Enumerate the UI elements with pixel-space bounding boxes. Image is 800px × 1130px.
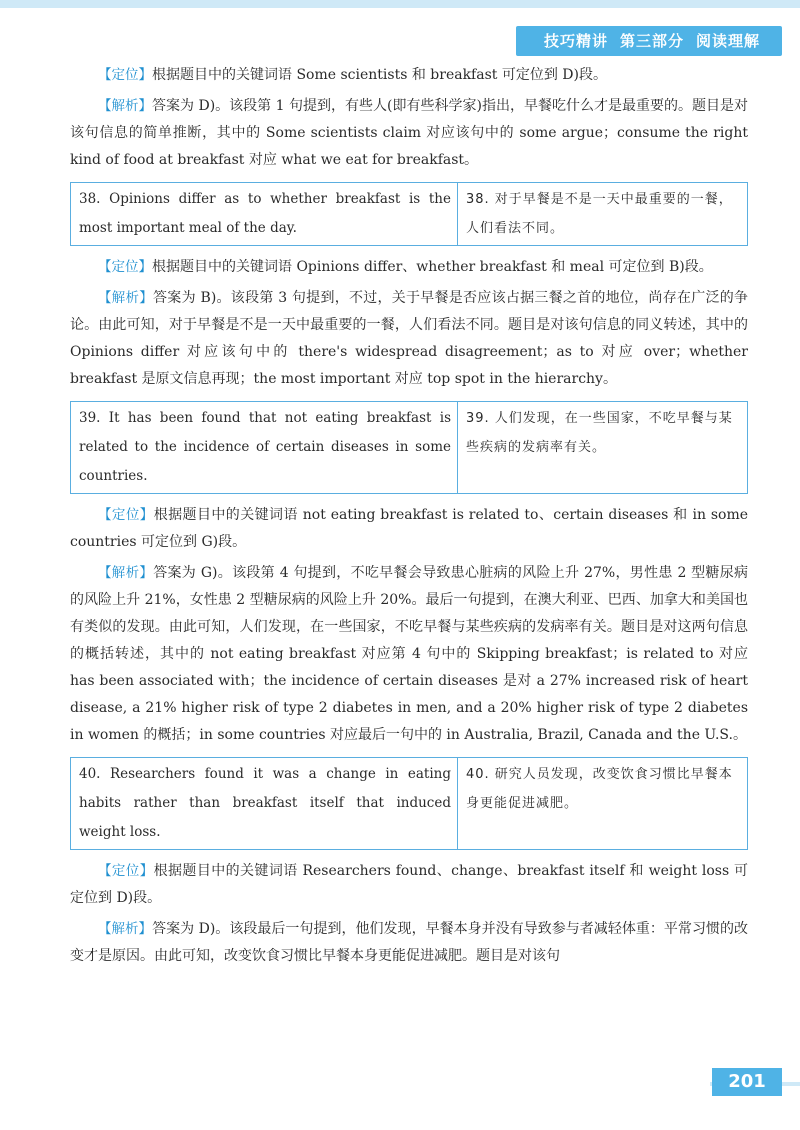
q40-chinese: 40. 研究人员发现，改变饮食习惯比早餐本身更能促进减肥。	[466, 767, 733, 811]
analysis-tag: 【解析】	[98, 565, 154, 581]
analysis-tag: 【解析】	[98, 921, 153, 937]
q39-english: 39. It has been found that not eating breakfast is related to the incidence of certain diseases in some countries.	[71, 402, 458, 493]
header-section-3: 阅读理解	[695, 32, 760, 50]
q38-locate	[70, 254, 748, 281]
q40-analysis	[70, 916, 748, 970]
q40-english: 40. Researchers found it was a change in eating habits rather than breakfast itself that induced weight loss.	[71, 758, 458, 849]
q38-locate-text: 根据题目中的关键词语 Opinions differ、whether breakfast 和 meal 可定位到 B)段。	[152, 259, 713, 275]
q39-analysis-text: 答案为 G)。该段第 4 句提到，不吃早餐会导致患心脏病的风险上升 27%，男性患 2 型糖尿病的风险上升 21%，女性患 2 型糖尿病的风险上升 20%。最后一句提到，在澳大利亚、巴西、加拿大和美国也有类似的发现。由此可知，人们发现，在一些国家，不吃早餐与某些疾病的发病率有关。题目是对这两句信息的概括转述，其中的 not eating breakfast 对应第 4 句中的 Skipping breakfast；is related to 对应 has been associated with；the incidence of certain diseases 是对 a 27% increased risk of heart disease, a 21% higher risk of type 2 diabetes in men, and a 20% higher risk of type 2 diabetes in women 的概括；in some countries 对应最后一句中的 in Australia, Brazil, Canada and the U.S.。	[70, 565, 749, 743]
q37-locate-text: 根据题目中的关键词语 Some scientists 和 breakfast 可定位到 D)段。	[152, 67, 607, 83]
q39-chinese: 39. 人们发现，在一些国家，不吃早餐与某些疾病的发病率有关。	[466, 411, 733, 455]
q38-box	[70, 182, 748, 246]
header-band	[0, 0, 800, 8]
q39-locate	[70, 502, 748, 556]
q39-box	[70, 401, 748, 494]
q38-analysis-text: 答案为 B)。该段第 3 句提到，不过，关于早餐是否应该占据三餐之首的地位，尚存在广泛的争论。由此可知，对于早餐是不是一天中最重要的一餐，人们看法不同。题目是对该句信息的同义转述，其中的 Opinions differ 对应该句中的 there's widespread disagreement；as to 对应 over；whether breakfast 是原文信息再现；the most important 对应 top spot in the hierarchy。	[70, 290, 748, 387]
analysis-tag: 【解析】	[98, 290, 154, 306]
analysis-tag: 【解析】	[98, 98, 153, 114]
q40-locate	[70, 858, 748, 912]
q39-locate-text: 根据题目中的关键词语 not eating breakfast is related to、certain diseases 和 in some countries 可定位到 G)段。	[70, 507, 749, 550]
running-header	[516, 26, 782, 56]
q39-analysis	[70, 560, 748, 749]
page-content	[70, 62, 748, 974]
locate-tag: 【定位】	[98, 67, 152, 83]
q40-box	[70, 757, 748, 850]
header-section-2: 第三部分	[619, 32, 684, 50]
page-number: 201	[712, 1068, 782, 1096]
header-section-1: 技巧精讲	[543, 32, 608, 50]
q37-analysis	[70, 93, 748, 174]
q37-analysis-text: 答案为 D)。该段第 1 句提到，有些人(即有些科学家)指出，早餐吃什么才是最重要的。题目是对该句信息的简单推断，其中的 Some scientists claim 对应该句中的 some argue；consume the right kind of food at breakfast 对应 what we eat for breakfast。	[70, 98, 748, 168]
q38-analysis	[70, 285, 748, 393]
q37-locate	[70, 62, 748, 89]
q40-locate-text: 根据题目中的关键词语 Researchers found、change、breakfast itself 和 weight loss 可定位到 D)段。	[70, 863, 748, 906]
q38-chinese: 38. 对于早餐是不是一天中最重要的一餐，人们看法不同。	[466, 192, 733, 236]
locate-tag: 【定位】	[98, 863, 154, 879]
locate-tag: 【定位】	[98, 507, 154, 523]
locate-tag: 【定位】	[98, 259, 152, 275]
q38-english: 38. Opinions differ as to whether breakfast is the most important meal of the day.	[71, 183, 458, 245]
q40-analysis-text: 答案为 D)。该段最后一句提到，他们发现，早餐本身并没有导致参与者减轻体重：平常习惯的改变才是原因。由此可知，改变饮食习惯比早餐本身更能促进减肥。题目是对该句	[70, 921, 748, 964]
